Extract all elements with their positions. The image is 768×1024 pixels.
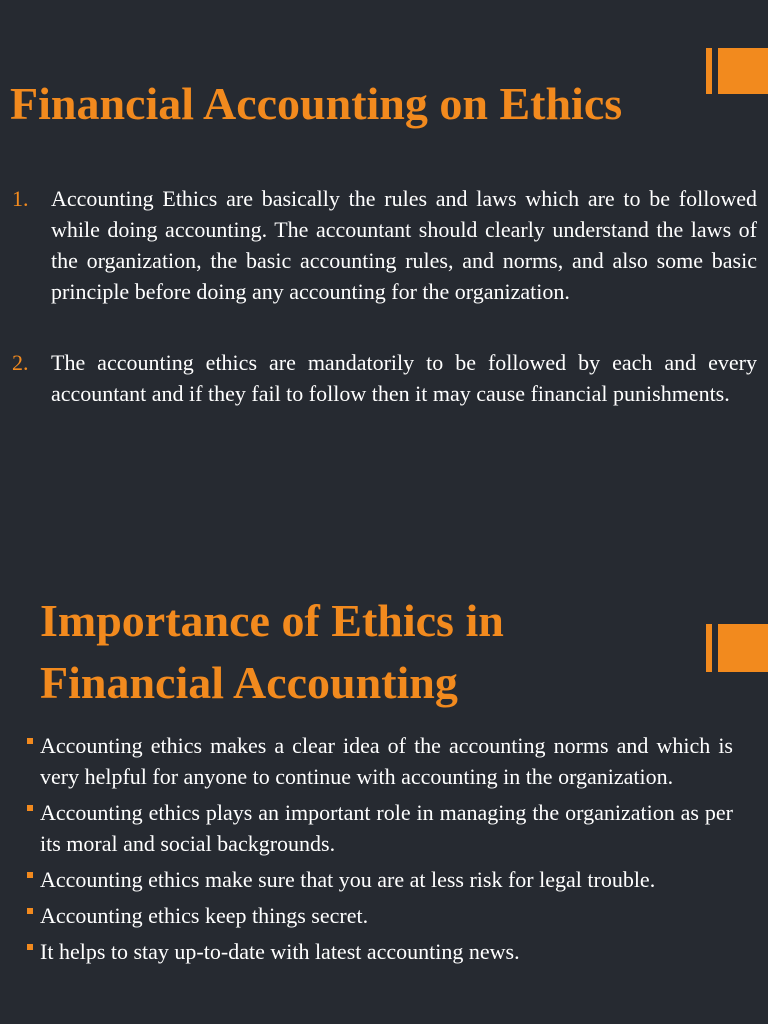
bullet-text: It helps to stay up-to-date with latest accounting news. (40, 939, 520, 964)
item-number: 1. (12, 186, 29, 211)
square-bullet-icon (27, 908, 33, 914)
slide-title: Financial Accounting on Ethics (10, 78, 623, 129)
orange-bar-decoration (706, 624, 768, 672)
list-item (0, 900, 768, 931)
list-item (0, 347, 768, 409)
bullet-list (0, 730, 768, 972)
list-item (0, 864, 768, 895)
item-number: 2. (12, 350, 29, 375)
list-item (0, 936, 768, 967)
bullet-text: Accounting ethics makes a clear idea of the accounting norms and which is very helpful for anyone to continue with accounting in the organization. (40, 733, 733, 789)
orange-bar-decoration (706, 48, 768, 94)
bullet-text: Accounting ethics make sure that you are at less risk for legal trouble. (40, 867, 656, 892)
slide-importance-of-ethics (0, 552, 768, 1024)
item-text: Accounting Ethics are basically the rules and laws which are to be followed while doing accounting. The accountant should clearly understand the laws of the organization, the basic accounting rules, and norms, and also some basic principle before doing any accounting for the organization. (51, 186, 757, 304)
square-bullet-icon (27, 944, 33, 950)
square-bullet-icon (27, 805, 33, 811)
numbered-list (0, 183, 768, 449)
bullet-text: Accounting ethics plays an important role in managing the organization as per its moral and social backgrounds. (40, 800, 733, 856)
slide-title (40, 590, 504, 714)
item-text: The accounting ethics are mandatorily to be followed by each and every accountant and if they fail to follow then it may cause financial punishments. (51, 350, 757, 406)
title-line-1: Importance of Ethics in (40, 595, 504, 646)
bullet-text: Accounting ethics keep things secret. (40, 903, 369, 928)
square-bullet-icon (27, 872, 33, 878)
list-item (0, 730, 768, 792)
list-item (0, 183, 768, 307)
title-line-2: Financial Accounting (40, 657, 458, 708)
list-item (0, 797, 768, 859)
square-bullet-icon (27, 738, 33, 744)
